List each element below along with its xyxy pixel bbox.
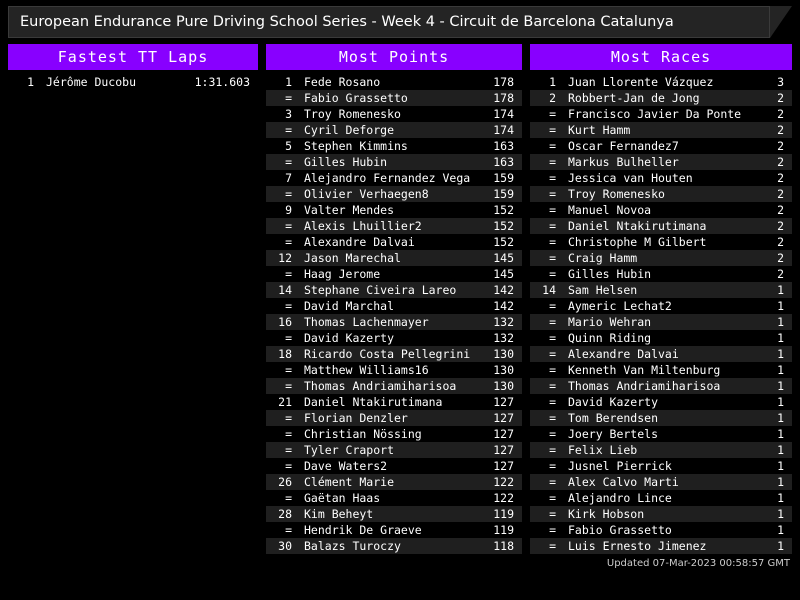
row-position: 1 [549,75,556,89]
row-driver-name: Christian Nössing [304,427,422,441]
titlebar [8,6,792,38]
row-position: = [549,507,556,521]
row-driver-name: Aymeric Lechat2 [568,299,672,313]
row-position: = [549,235,556,249]
row-driver-name: Gilles Hubin [568,267,652,281]
table-row [530,346,792,362]
row-driver-name: Daniel Ntakirutimana [304,395,443,409]
row-position: = [285,187,292,201]
row-value: 142 [493,283,514,297]
column-most-races [530,44,792,554]
row-position: = [549,459,556,473]
row-position: = [549,171,556,185]
row-driver-name: Fede Rosano [304,75,381,89]
row-value: 122 [493,475,514,489]
row-driver-name: Jusnel Pierrick [568,459,672,473]
table-row [266,266,522,282]
table-row [530,394,792,410]
row-driver-name: Kirk Hobson [568,507,645,521]
row-driver-name: David Kazerty [304,331,395,345]
row-value: 2 [777,267,784,281]
row-driver-name: Fabio Grassetto [304,91,408,105]
row-position: = [549,139,556,153]
table-row [266,218,522,234]
row-value: 130 [493,363,514,377]
row-driver-name: Felix Lieb [568,443,638,457]
row-value: 122 [493,491,514,505]
row-position: = [549,379,556,393]
column-body-most-points [266,70,522,554]
row-position: 21 [278,395,292,409]
row-driver-name: Florian Denzler [304,411,408,425]
table-row [530,522,792,538]
row-driver-name: Alejandro Lince [568,491,672,505]
row-driver-name: Joery Bertels [568,427,659,441]
table-row [530,538,792,554]
row-value: 2 [777,91,784,105]
row-value: 1 [777,395,784,409]
row-value: 178 [493,75,514,89]
table-row [530,170,792,186]
row-driver-name: Jessica van Houten [568,171,693,185]
table-row [530,410,792,426]
row-value: 2 [777,107,784,121]
row-value: 163 [493,139,514,153]
row-driver-name: Thomas Andriamiharisoa [304,379,457,393]
row-value: 2 [777,139,784,153]
row-driver-name: Christophe M Gilbert [568,235,707,249]
table-row [266,138,522,154]
updated-timestamp: Updated 07-Mar-2023 00:58:57 GMT [606,558,790,569]
row-value: 178 [493,91,514,105]
row-value: 1 [777,363,784,377]
row-value: 2 [777,123,784,137]
column-header-fastest-tt-laps: Fastest TT Laps [8,44,258,70]
row-position: 14 [278,283,292,297]
table-row [530,234,792,250]
row-value: 132 [493,315,514,329]
table-row [530,490,792,506]
row-value: 2 [777,171,784,185]
row-position: 9 [285,203,292,217]
row-position: = [285,379,292,393]
table-row [266,122,522,138]
row-position: = [549,539,556,553]
table-row [530,90,792,106]
row-position: = [285,299,292,313]
row-position: = [549,427,556,441]
row-driver-name: Manuel Novoa [568,203,652,217]
row-value: 1 [777,427,784,441]
row-value: 132 [493,331,514,345]
row-driver-name: Stephane Civeira Lareo [304,283,457,297]
row-position: = [549,523,556,537]
table-row [266,106,522,122]
row-position: = [549,443,556,457]
row-position: = [549,331,556,345]
row-value: 1 [777,459,784,473]
row-driver-name: Francisco Javier Da Ponte [568,107,742,121]
row-position: = [285,267,292,281]
row-value: 127 [493,443,514,457]
row-driver-name: Kim Beheyt [304,507,374,521]
table-row [530,458,792,474]
row-driver-name: Jason Marechal [304,251,401,265]
row-value: 2 [777,187,784,201]
row-position: 12 [278,251,292,265]
table-row [266,538,522,554]
row-position: 30 [278,539,292,553]
row-driver-name: Alexandre Dalvai [304,235,415,249]
row-value: 127 [493,395,514,409]
row-driver-name: Troy Romenesko [568,187,665,201]
row-position: 1 [285,75,292,89]
row-value: 1 [777,443,784,457]
row-driver-name: Kurt Hamm [568,123,631,137]
table-row [266,90,522,106]
row-position: = [285,91,292,105]
row-position: = [285,235,292,249]
row-driver-name: Thomas Andriamiharisoa [568,379,721,393]
table-row [266,298,522,314]
row-driver-name: Alexandre Dalvai [568,347,679,361]
table-row [530,74,792,90]
table-row [266,250,522,266]
row-value: 1 [777,411,784,425]
row-driver-name: Balazs Turoczy [304,539,401,553]
row-position: = [549,475,556,489]
row-position: = [549,251,556,265]
table-row [530,362,792,378]
column-header-most-points: Most Points [266,44,522,70]
row-value: 127 [493,459,514,473]
row-position: = [549,411,556,425]
table-row [530,506,792,522]
page-title: European Endurance Pure Driving School Series - Week 4 - Circuit de Barcelona Catalunya [20,14,674,30]
row-position: = [549,155,556,169]
row-driver-name: Luis Ernesto Jimenez [568,539,707,553]
row-driver-name: Troy Romenesko [304,107,401,121]
table-row [266,378,522,394]
row-value: 1 [777,331,784,345]
row-driver-name: Oscar Fernandez7 [568,139,679,153]
column-body-fastest-tt-laps [8,70,258,90]
row-position: 16 [278,315,292,329]
row-driver-name: Gaëtan Haas [304,491,381,505]
row-position: 14 [542,283,556,297]
table-row [530,474,792,490]
table-row [8,74,258,90]
row-position: = [549,123,556,137]
row-position: = [285,363,292,377]
row-position: = [549,219,556,233]
row-value: 163 [493,155,514,169]
row-driver-name: Ricardo Costa Pellegrini [304,347,471,361]
column-body-most-races [530,70,792,554]
row-driver-name: Valter Mendes [304,203,395,217]
row-position: = [285,411,292,425]
row-value: 2 [777,203,784,217]
table-row [530,218,792,234]
row-position: 26 [278,475,292,489]
row-driver-name: Quinn Riding [568,331,652,345]
row-position: = [285,523,292,537]
table-row [266,522,522,538]
row-value: 174 [493,107,514,121]
table-row [266,346,522,362]
table-row [266,154,522,170]
row-value: 142 [493,299,514,313]
table-row [266,202,522,218]
row-position: = [285,459,292,473]
table-row [266,410,522,426]
row-driver-name: Alex Calvo Marti [568,475,679,489]
table-row [530,426,792,442]
table-row [530,330,792,346]
row-driver-name: Markus Bulheller [568,155,679,169]
row-value: 152 [493,235,514,249]
row-value: 2 [777,251,784,265]
row-driver-name: Matthew Williams16 [304,363,429,377]
row-value: 1 [777,475,784,489]
table-row [266,362,522,378]
row-value: 119 [493,523,514,537]
table-row [530,122,792,138]
row-value: 1 [777,347,784,361]
row-driver-name: Hendrik De Graeve [304,523,422,537]
row-driver-name: David Kazerty [568,395,659,409]
table-row [530,202,792,218]
row-position: = [549,395,556,409]
row-value: 1 [777,283,784,297]
row-driver-name: Clément Marie [304,475,395,489]
column-most-points [266,44,522,554]
row-position: = [285,443,292,457]
row-value: 2 [777,235,784,249]
row-position: = [549,299,556,313]
row-driver-name: Olivier Verhaegen8 [304,187,429,201]
table-row [530,154,792,170]
row-driver-name: Thomas Lachenmayer [304,315,429,329]
table-row [266,234,522,250]
row-position: 2 [549,91,556,105]
row-driver-name: Daniel Ntakirutimana [568,219,707,233]
row-value: 1 [777,523,784,537]
row-driver-name: Robbert-Jan de Jong [568,91,700,105]
row-value: 1 [777,539,784,553]
row-value: 1 [777,507,784,521]
row-value: 1 [777,379,784,393]
row-value: 174 [493,123,514,137]
table-row [266,314,522,330]
row-driver-name: Sam Helsen [568,283,638,297]
row-driver-name: Craig Hamm [568,251,638,265]
row-driver-name: Haag Jerome [304,267,381,281]
table-row [266,394,522,410]
row-position: = [549,267,556,281]
table-row [530,250,792,266]
row-value: 152 [493,203,514,217]
table-row [530,314,792,330]
row-driver-name: Dave Waters2 [304,459,388,473]
row-position: 1 [27,75,34,89]
row-position: = [549,491,556,505]
row-driver-name: Juan Llorente Vázquez [568,75,714,89]
row-driver-name: Fabio Grassetto [568,523,672,537]
table-row [530,442,792,458]
titlebar-notch [770,6,792,38]
row-position: = [285,123,292,137]
row-value: 159 [493,187,514,201]
table-row [530,138,792,154]
row-position: = [549,315,556,329]
row-value: 118 [493,539,514,553]
row-value: 159 [493,171,514,185]
column-header-most-races: Most Races [530,44,792,70]
table-row [530,106,792,122]
table-row [266,458,522,474]
row-driver-name: Kenneth Van Miltenburg [568,363,721,377]
row-value: 3 [777,75,784,89]
row-driver-name: Tom Berendsen [568,411,659,425]
row-driver-name: Tyler Craport [304,443,395,457]
table-row [266,506,522,522]
row-position: 7 [285,171,292,185]
row-value: 119 [493,507,514,521]
row-value: 1:31.603 [194,75,250,89]
row-driver-name: Gilles Hubin [304,155,388,169]
row-position: 5 [285,139,292,153]
row-value: 130 [493,379,514,393]
row-value: 2 [777,219,784,233]
table-row [266,330,522,346]
row-position: = [549,107,556,121]
row-position: 28 [278,507,292,521]
table-row [266,442,522,458]
row-value: 145 [493,267,514,281]
row-position: = [549,363,556,377]
table-row [530,186,792,202]
table-row [266,170,522,186]
table-row [530,298,792,314]
table-row [530,282,792,298]
row-position: = [285,155,292,169]
table-row [266,490,522,506]
row-driver-name: Stephen Kimmins [304,139,408,153]
table-row [530,266,792,282]
row-value: 127 [493,411,514,425]
row-value: 2 [777,155,784,169]
row-value: 145 [493,251,514,265]
row-value: 1 [777,315,784,329]
table-row [266,186,522,202]
row-driver-name: Jérôme Ducobu [46,75,137,89]
row-value: 152 [493,219,514,233]
row-position: = [285,219,292,233]
row-position: = [285,331,292,345]
table-row [266,426,522,442]
row-position: = [285,491,292,505]
row-position: 3 [285,107,292,121]
table-row [266,74,522,90]
row-position: 18 [278,347,292,361]
row-driver-name: Cyril Deforge [304,123,395,137]
row-value: 130 [493,347,514,361]
row-position: = [549,347,556,361]
table-row [530,378,792,394]
row-value: 1 [777,299,784,313]
column-fastest-tt-laps [8,44,258,90]
row-value: 1 [777,491,784,505]
row-driver-name: Mario Wehran [568,315,652,329]
table-row [266,474,522,490]
table-row [266,282,522,298]
row-value: 127 [493,427,514,441]
row-position: = [549,187,556,201]
row-position: = [285,427,292,441]
row-driver-name: David Marchal [304,299,395,313]
row-position: = [549,203,556,217]
row-driver-name: Alexis Lhuillier2 [304,219,422,233]
row-driver-name: Alejandro Fernandez Vega [304,171,471,185]
